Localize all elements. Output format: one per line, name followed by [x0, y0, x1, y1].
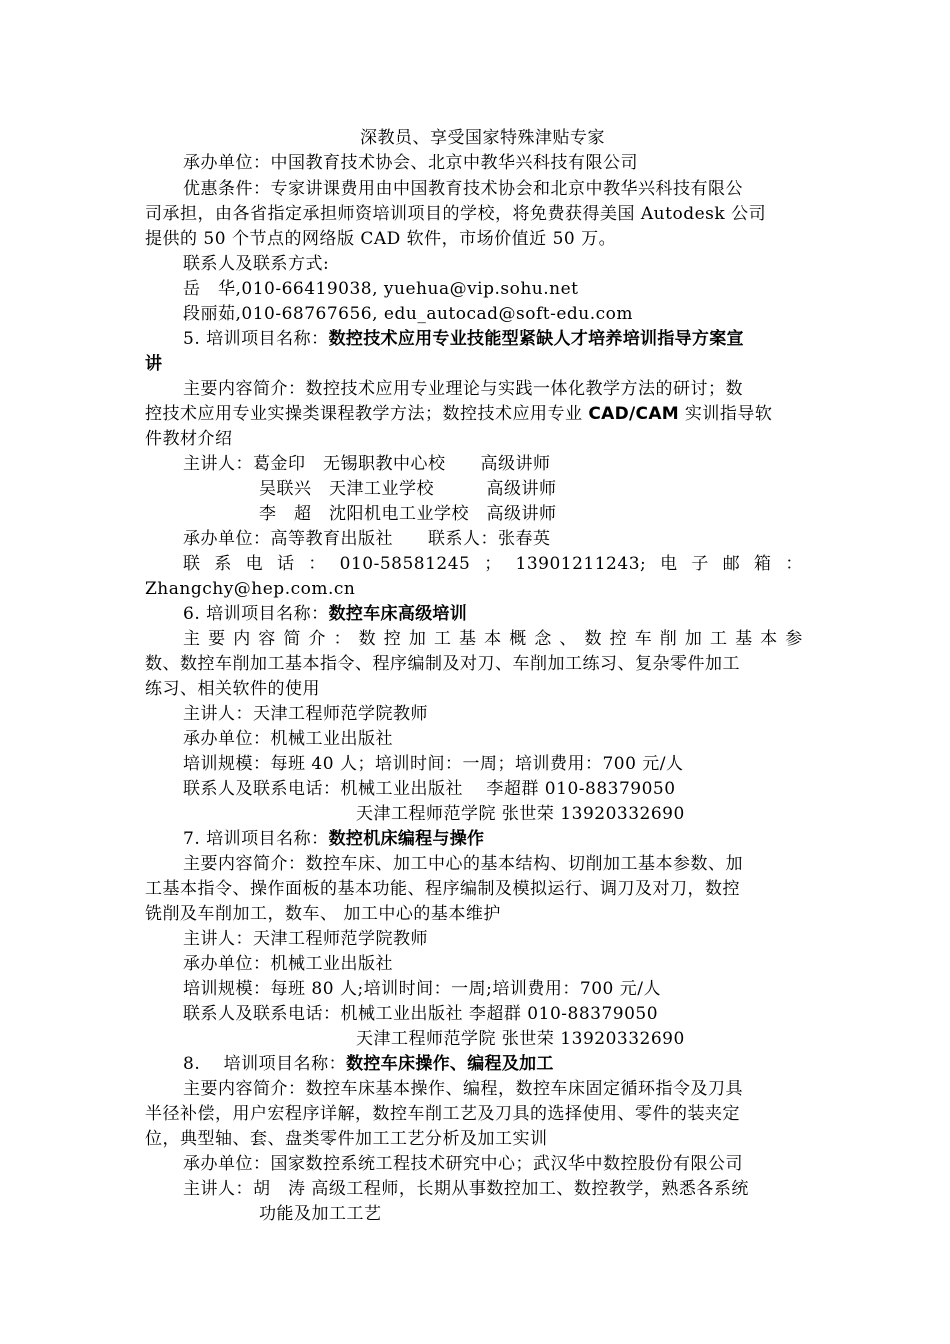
text-fragment: 控: [609, 629, 628, 649]
text-line: 主要内容简介：数控车床基本操作、编程，数控车床固定循环指令及刀具: [183, 1079, 743, 1099]
section-title: 数控机床编程与操作: [328, 829, 485, 849]
text-line: 铣削及车削加工，数车、 加工中心的基本维护: [145, 904, 501, 924]
text-fragment: 削: [659, 629, 678, 649]
text-line: 联系人及联系电话：机械工业出版社 李超群 010-88379050: [183, 779, 676, 799]
section-title: 数控车床操作、编程及加工: [346, 1054, 554, 1074]
text-line: 功能及加工工艺: [259, 1204, 382, 1224]
text-fragment: 控: [383, 629, 402, 649]
text-line: 联系人及联系电话：机械工业出版社 李超群 010-88379050: [183, 1004, 659, 1024]
text-fragment: 工: [709, 629, 728, 649]
text-fragment: ：: [333, 629, 352, 649]
text-line: 培训规模：每班 40 人；培训时间：一周；培训费用：700 元/人: [183, 754, 684, 774]
text-fragment: 010-58581245: [339, 554, 471, 574]
text-line: 司承担，由各省指定承担师资培训项目的学校，将免费获得美国 Autodesk 公司: [145, 204, 767, 224]
section-title: 数控技术应用专业技能型紧缺人才培养培训指导方案宣: [328, 329, 744, 349]
text-line: 优惠条件：专家讲课费用由中国教育技术协会和北京中教华兴科技有限公: [183, 179, 743, 199]
text-fragment: 基: [735, 629, 753, 649]
text-line: 承办单位：机械工业出版社: [183, 729, 393, 749]
text-fragment: 话: [276, 554, 295, 574]
text-fragment: 箱: [754, 554, 772, 574]
text-line: 练习、相关软件的使用: [145, 679, 320, 699]
contact-line: 岳 华,010-66419038, yuehua@vip.sohu.net: [183, 279, 579, 299]
text-fragment: 联: [183, 554, 201, 574]
text-fragment: 念: [534, 629, 552, 649]
text-line: 李 超 沈阳机电工业学校 高级讲师: [259, 504, 557, 524]
section-title-cont: 讲: [145, 354, 163, 374]
text-line: 天津工程师范学院 张世荣 13920332690: [356, 1029, 685, 1049]
section-prefix: 6. 培训项目名称：: [183, 604, 329, 624]
text-line: 培训规模：每班 80 人;培训时间：一周;培训费用：700 元/人: [183, 979, 661, 999]
text-fragment: 数: [358, 629, 377, 649]
text-line: 主讲人：天津工程师范学院教师: [183, 929, 428, 949]
section-heading-6: [183, 602, 467, 626]
text-line: 承办单位：中国教育技术协会、北京中教华兴科技有限公司: [183, 153, 638, 173]
section-prefix: 8. 培训项目名称：: [183, 1054, 347, 1074]
text-fragment: ：: [308, 554, 326, 574]
text-line: 主讲人：胡 涛 高级工程师，长期从事数控加工、数控教学，熟悉各系统: [183, 1179, 749, 1199]
text-line: 天津工程师范学院 张世荣 13920332690: [356, 804, 685, 824]
text-line: 工基本指令、操作面板的基本功能、程序编制及模拟运行、调刀及对刀，数控: [145, 879, 740, 899]
contact-justified-line: [183, 552, 803, 576]
text-line: 吴联兴 天津工业学校 高级讲师: [259, 479, 557, 499]
text-fragment: 内: [233, 629, 251, 649]
section-heading-5: [183, 327, 744, 351]
text-line: 主要内容简介：数控车床、加工中心的基本结构、切削加工基本参数、加: [183, 854, 743, 874]
text-line: 承办单位：高等教育出版社 联系人：张春英: [183, 529, 551, 549]
text-fragment: 控技术应用专业实操类课程教学方法；数控技术应用专业: [145, 404, 589, 424]
text-line: 件教材介绍: [145, 429, 233, 449]
contact-line: 段丽茹,010-68767656, edu_autocad@soft-edu.com: [183, 304, 634, 324]
section-title: 数控车床高级培训: [328, 604, 468, 624]
text-line: 深教员、享受国家特殊津贴专家: [360, 128, 605, 148]
text-fragment: 实训指导软: [679, 404, 773, 424]
text-fragment: 车: [634, 629, 653, 649]
text-line: 主讲人：天津工程师范学院教师: [183, 704, 428, 724]
text-fragment: 要: [208, 629, 226, 649]
text-fragment: 子: [691, 554, 709, 574]
text-fragment: 容: [258, 629, 276, 649]
text-line: 半径补偿，用户宏程序详解，数控车削工艺及刀具的选择使用、零件的装夹定: [145, 1104, 740, 1124]
email-line: Zhangchy@hep.com.cn: [145, 579, 356, 599]
text-fragment: 介: [308, 629, 326, 649]
text-fragment: 加: [684, 629, 703, 649]
text-line: 承办单位：机械工业出版社: [183, 954, 393, 974]
text-fragment: ：: [785, 554, 803, 574]
text-fragment: 电: [245, 554, 264, 574]
text-line: 联系人及联系方式:: [183, 254, 330, 274]
text-fragment: 数: [584, 629, 602, 649]
text-fragment: 邮: [722, 554, 741, 574]
section-heading-7: [183, 827, 484, 851]
section-heading-8: [183, 1052, 554, 1076]
text-line: 主要内容简介：数控技术应用专业理论与实践一体化教学方法的研讨；数: [183, 379, 743, 399]
text-fragment: 主: [183, 629, 201, 649]
text-fragment: 简: [283, 629, 301, 649]
text-fragment: 13901211243;: [515, 554, 647, 574]
bold-term: CAD/CAM: [588, 404, 680, 424]
text-fragment: 概: [509, 629, 527, 649]
text-fragment: 本: [484, 629, 502, 649]
section-prefix: 5. 培训项目名称：: [183, 329, 329, 349]
text-line: 数、数控车削加工基本指令、程序编制及对刀、车削加工练习、复杂零件加工: [145, 654, 740, 674]
text-fragment: 系: [214, 554, 232, 574]
text-fragment: 加: [408, 629, 427, 649]
text-line: 主讲人：葛金印 无锡职教中心校 高级讲师: [183, 454, 551, 474]
text-line: 提供的 50 个节点的网络版 CAD 软件，市场价值近 50 万。: [145, 229, 617, 249]
text-fragment: ；: [484, 554, 502, 574]
text-line: 承办单位：国家数控系统工程技术研究中心；武汉华中数控股份有限公司: [183, 1154, 743, 1174]
text-fragment: 电: [660, 554, 678, 574]
justified-line: [183, 627, 803, 651]
text-fragment: 参: [785, 629, 803, 649]
text-fragment: 、: [559, 629, 577, 649]
section-prefix: 7. 培训项目名称：: [183, 829, 329, 849]
text-line: 位，典型轴、套、盘类零件加工工艺分析及加工实训: [145, 1129, 548, 1149]
text-fragment: 工: [433, 629, 452, 649]
text-fragment: 基: [459, 629, 477, 649]
text-line: [145, 402, 772, 426]
text-fragment: 本: [760, 629, 778, 649]
